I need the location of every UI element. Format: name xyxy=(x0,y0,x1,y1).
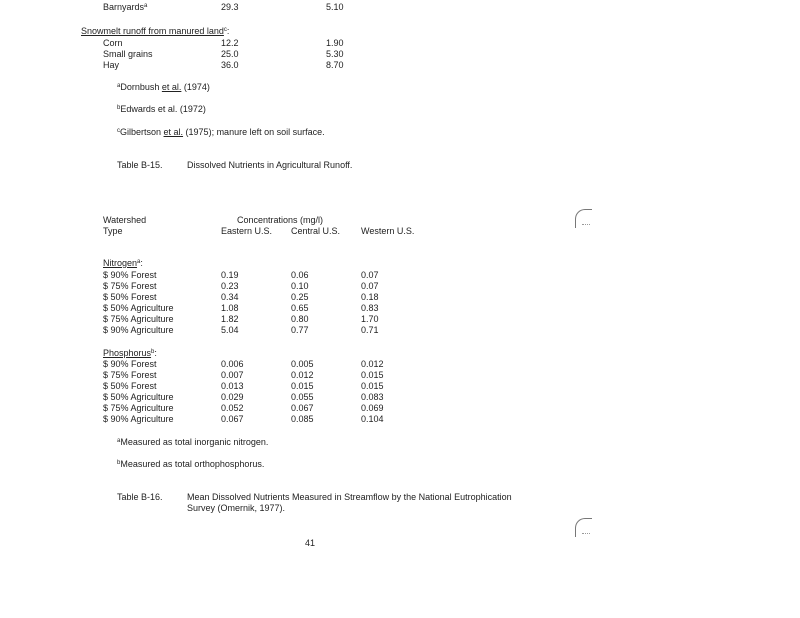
footnote-marker: a xyxy=(117,83,121,89)
section-header: Phosphorus$^b$: xyxy=(103,348,157,358)
value-western: 0.083 xyxy=(361,392,384,402)
footnote-marker: c xyxy=(223,27,227,33)
footnote-text: Edwards et al. (1972) xyxy=(120,104,206,114)
table-row xyxy=(0,370,800,381)
value-central: 0.055 xyxy=(291,392,314,402)
value-eastern: 0.006 xyxy=(221,359,244,369)
table-row xyxy=(0,325,800,336)
row-label xyxy=(103,2,147,13)
table-row xyxy=(0,292,800,303)
footnote-etal: et al. xyxy=(161,82,182,92)
value-central: 0.085 xyxy=(291,414,314,424)
value-central: 0.80 xyxy=(291,314,309,324)
scan-mark-icon xyxy=(575,518,592,537)
row-label-text: Barnyards xyxy=(103,2,145,12)
footnote-marker: a xyxy=(137,259,141,265)
row-label: $ 90% Forest xyxy=(103,270,157,280)
footnote-marker: a xyxy=(144,3,148,9)
value-central: 0.10 xyxy=(291,281,309,291)
value-western: 0.71 xyxy=(361,325,379,335)
table-caption-title: Mean Dissolved Nutrients Measured in Streamflow by the National Eutrophication xyxy=(187,492,512,502)
footnote-marker: a xyxy=(117,438,121,444)
column-header-watershed: Watershed xyxy=(103,215,147,225)
footnote-text: Measured as total orthophosphorus. xyxy=(120,459,265,469)
table-row xyxy=(0,359,800,370)
value-eastern: 0.052 xyxy=(221,403,244,413)
value-western: 0.104 xyxy=(361,414,384,424)
value-eastern: 0.029 xyxy=(221,392,244,402)
scan-mark-icon xyxy=(575,209,592,228)
value-central: 0.015 xyxy=(291,381,314,391)
value-western: 0.07 xyxy=(361,270,379,280)
footnote xyxy=(117,104,206,115)
table-row xyxy=(0,314,800,325)
value-eastern: 0.013 xyxy=(221,381,244,391)
table-row xyxy=(0,403,800,414)
value-western: 0.015 xyxy=(361,370,384,380)
table-caption-title-continued: Survey (Omernik, 1977). xyxy=(187,503,286,513)
value-cell: 5.30 xyxy=(326,49,344,59)
table-caption-number: Table B-16. xyxy=(117,492,163,502)
column-header-eastern: Eastern U.S. xyxy=(221,226,273,236)
value-eastern: 1.82 xyxy=(221,314,239,324)
value-cell: 8.70 xyxy=(326,60,344,70)
table-row xyxy=(0,60,800,71)
value-western: 1.70 xyxy=(361,314,379,324)
value-cell: 1.90 xyxy=(326,38,344,48)
row-label: $ 50% Agriculture xyxy=(103,303,174,313)
value-central: 0.25 xyxy=(291,292,309,302)
value-eastern: 0.067 xyxy=(221,414,244,424)
table-row xyxy=(0,392,800,403)
table-row xyxy=(0,281,800,292)
footnote-etal: et al. xyxy=(163,127,184,137)
table-row xyxy=(0,414,800,425)
row-label: Hay xyxy=(103,60,120,70)
footnote-marker: b xyxy=(151,349,155,355)
section-header: Nitrogen$^a$: xyxy=(103,258,143,268)
value-cell: 36.0 xyxy=(221,60,239,70)
table-row xyxy=(0,381,800,392)
section-header-text: Phosphorus xyxy=(103,348,152,358)
value-cell: 5.10 xyxy=(326,2,344,12)
value-eastern: 0.23 xyxy=(221,281,239,291)
row-label: $ 50% Forest xyxy=(103,292,157,302)
column-header-concentrations: Concentrations (mg/l) xyxy=(237,215,324,225)
table-row xyxy=(0,38,800,49)
footnote-text: (1974) xyxy=(181,82,210,92)
table-row xyxy=(0,2,800,13)
footnote-marker: b xyxy=(117,460,121,466)
row-label: $ 75% Agriculture xyxy=(103,314,174,324)
row-label: $ 75% Agriculture xyxy=(103,403,174,413)
value-cell: 29.3 xyxy=(221,2,239,12)
footnote-text: Measured as total inorganic nitrogen. xyxy=(120,437,269,447)
section-header-text: Nitrogen xyxy=(103,258,138,268)
column-header-type: Type xyxy=(103,226,123,236)
row-label: Corn xyxy=(103,38,123,48)
footnote xyxy=(117,127,325,138)
footnote xyxy=(117,459,264,470)
row-label: $ 90% Forest xyxy=(103,359,157,369)
value-central: 0.067 xyxy=(291,403,314,413)
footnote-text: (1975); manure left on soil surface. xyxy=(183,127,325,137)
row-label: $ 75% Forest xyxy=(103,281,157,291)
value-central: 0.06 xyxy=(291,270,309,280)
value-central: 0.005 xyxy=(291,359,314,369)
value-central: 0.65 xyxy=(291,303,309,313)
footnote-marker: b xyxy=(117,105,121,111)
section-header-text: Snowmelt runoff from manured land xyxy=(81,26,224,36)
table-caption-number: Table B-15. xyxy=(117,160,163,170)
row-label: $ 90% Agriculture xyxy=(103,414,174,424)
table-caption-title: Dissolved Nutrients in Agricultural Runoff. xyxy=(187,160,353,170)
value-eastern: 1.08 xyxy=(221,303,239,313)
value-eastern: 0.007 xyxy=(221,370,244,380)
value-western: 0.015 xyxy=(361,381,384,391)
footnote xyxy=(117,82,210,93)
section-header: Snowmelt runoff from manured land$^c$: xyxy=(81,26,230,36)
table-row xyxy=(0,270,800,281)
value-western: 0.069 xyxy=(361,403,384,413)
footnote xyxy=(117,437,268,448)
value-central: 0.77 xyxy=(291,325,309,335)
value-central: 0.012 xyxy=(291,370,314,380)
table-row xyxy=(0,303,800,314)
value-western: 0.83 xyxy=(361,303,379,313)
footnote-marker: c xyxy=(117,128,120,134)
table-row xyxy=(0,49,800,60)
footnote-text: Dornbush xyxy=(120,82,162,92)
row-label: $ 50% Agriculture xyxy=(103,392,174,402)
value-eastern: 0.19 xyxy=(221,270,239,280)
column-header-western: Western U.S. xyxy=(361,226,415,236)
value-western: 0.18 xyxy=(361,292,379,302)
row-label: $ 90% Agriculture xyxy=(103,325,174,335)
page-number: 41 xyxy=(305,538,316,548)
value-western: 0.07 xyxy=(361,281,379,291)
value-eastern: 0.34 xyxy=(221,292,239,302)
row-label: $ 75% Forest xyxy=(103,370,157,380)
value-cell: 25.0 xyxy=(221,49,239,59)
footnote-text: Gilbertson xyxy=(120,127,164,137)
row-label: $ 50% Forest xyxy=(103,381,157,391)
value-western: 0.012 xyxy=(361,359,384,369)
column-header-central: Central U.S. xyxy=(291,226,341,236)
value-eastern: 5.04 xyxy=(221,325,239,335)
row-label: Small grains xyxy=(103,49,153,59)
value-cell: 12.2 xyxy=(221,38,239,48)
